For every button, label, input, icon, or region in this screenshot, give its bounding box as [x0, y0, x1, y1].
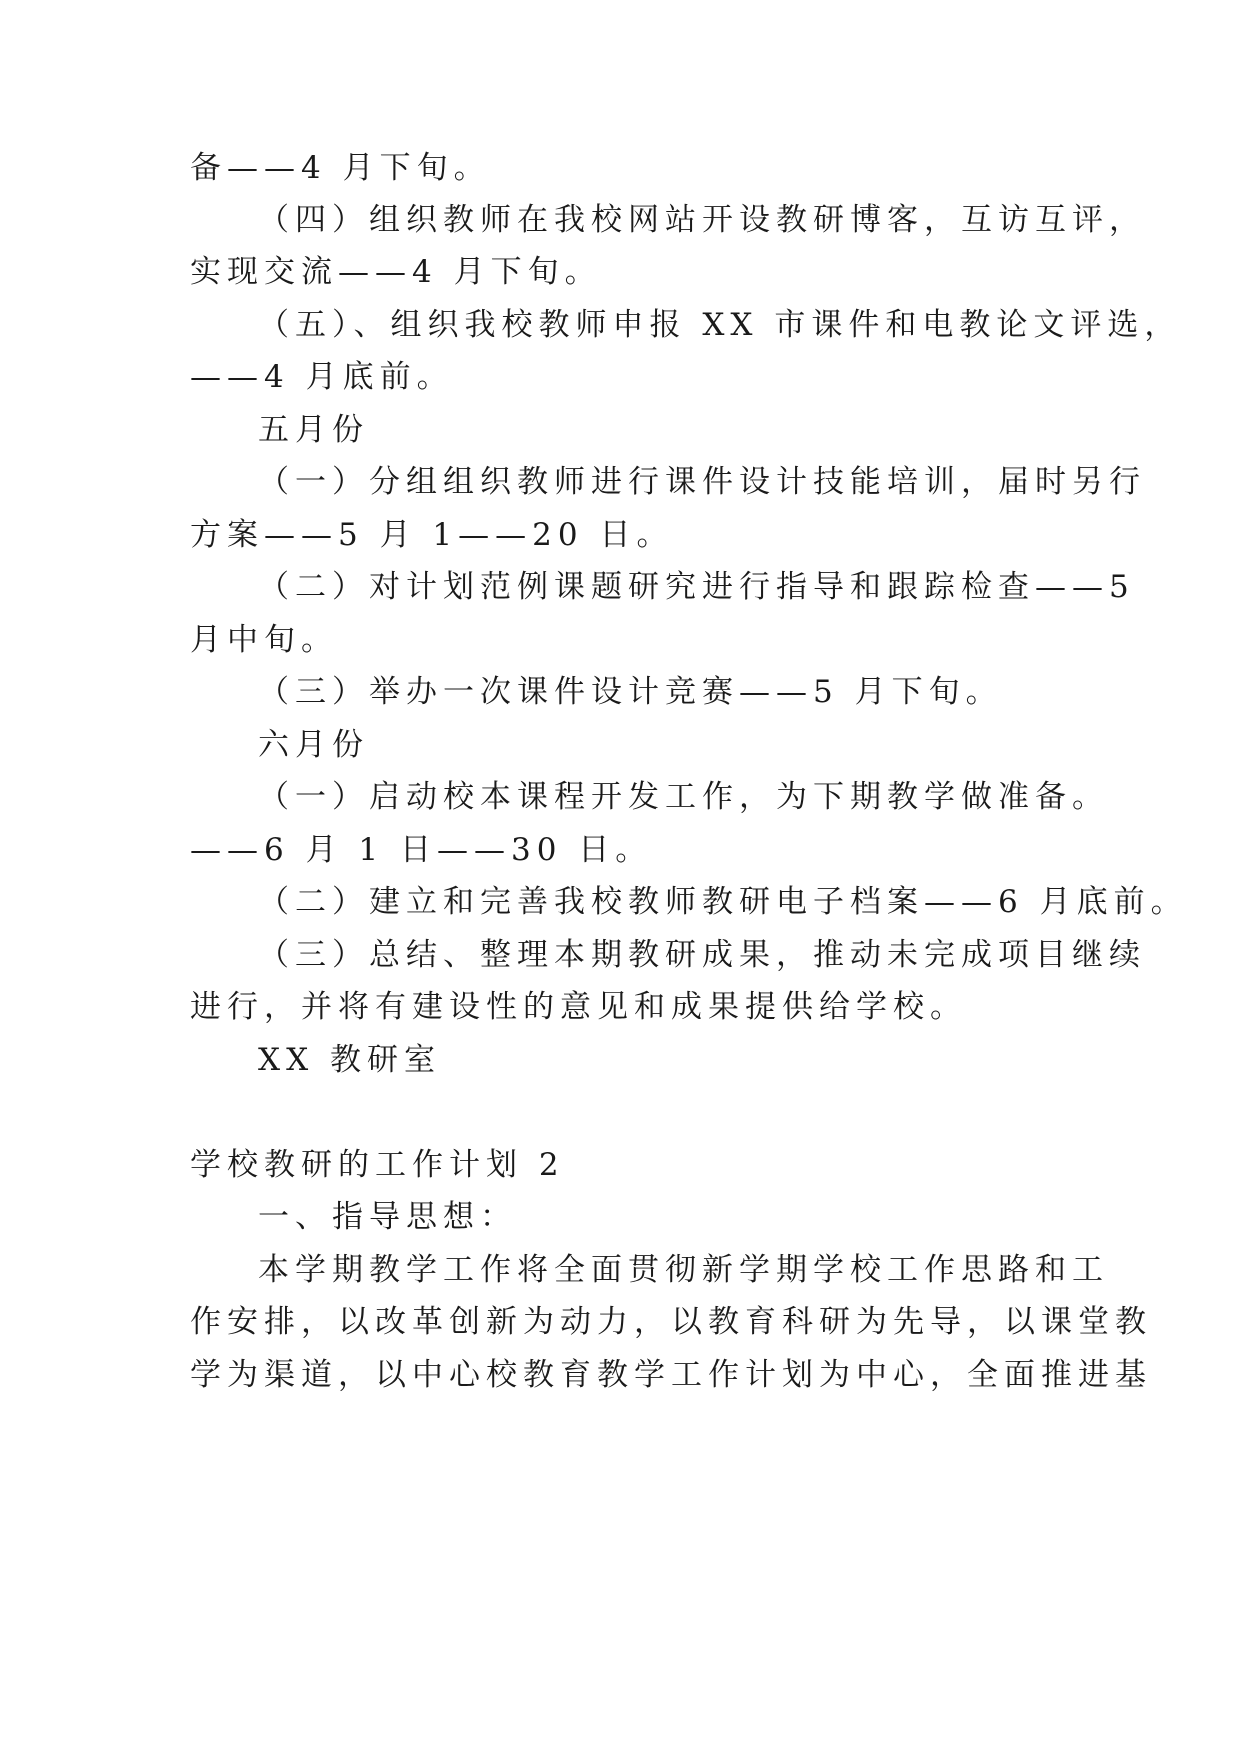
signature-text: XX 教研室 [258, 1042, 441, 1078]
text-line: （三）举办一次课件设计竞赛——5 月下旬。 [258, 674, 1003, 710]
text-line: 月中旬。 [190, 622, 338, 658]
text-line: （二）对计划范例课题研究进行指导和跟踪检查——5 [258, 569, 1135, 605]
text-line: （四）组织教师在我校网站开设教研博客，互访互评， [258, 202, 1146, 238]
text-line: ——4 月底前。 [190, 359, 454, 395]
text-line: （五）、组织我校教师申报 XX 市课件和电教论文评选， [258, 307, 1182, 343]
document-title: 学校教研的工作计划 2 [190, 1147, 565, 1183]
text-line: （一）启动校本课程开发工作，为下期教学做准备。 [258, 779, 1109, 815]
text-line: 本学期教学工作将全面贯彻新学期学校工作思路和工 [258, 1252, 1109, 1288]
text-line: （一）分组组织教师进行课件设计技能培训，届时另行 [258, 464, 1146, 500]
text-line: （三）总结、整理本期教研成果，推动未完成项目继续 [258, 937, 1146, 973]
section-heading: 一、指导思想： [258, 1199, 517, 1235]
text-line: 进行，并将有建设性的意见和成果提供给学校。 [190, 989, 967, 1025]
section-heading: 六月份 [258, 727, 369, 763]
text-line: ——6 月 1 日——30 日。 [190, 832, 653, 868]
text-line: 实现交流——4 月下旬。 [190, 254, 602, 290]
text-line: 方案——5 月 1——20 日。 [190, 517, 674, 553]
text-line: （二）建立和完善我校教师教研电子档案——6 月底前。 [258, 884, 1188, 920]
section-heading: 五月份 [258, 412, 369, 448]
text-line: 备——4 月下旬。 [190, 150, 491, 186]
text-line: 作安排，以改革创新为动力，以教育科研为先导，以课堂教 [190, 1304, 1152, 1340]
text-line: 学为渠道，以中心校教育教学工作计划为中心，全面推进基 [190, 1357, 1152, 1393]
